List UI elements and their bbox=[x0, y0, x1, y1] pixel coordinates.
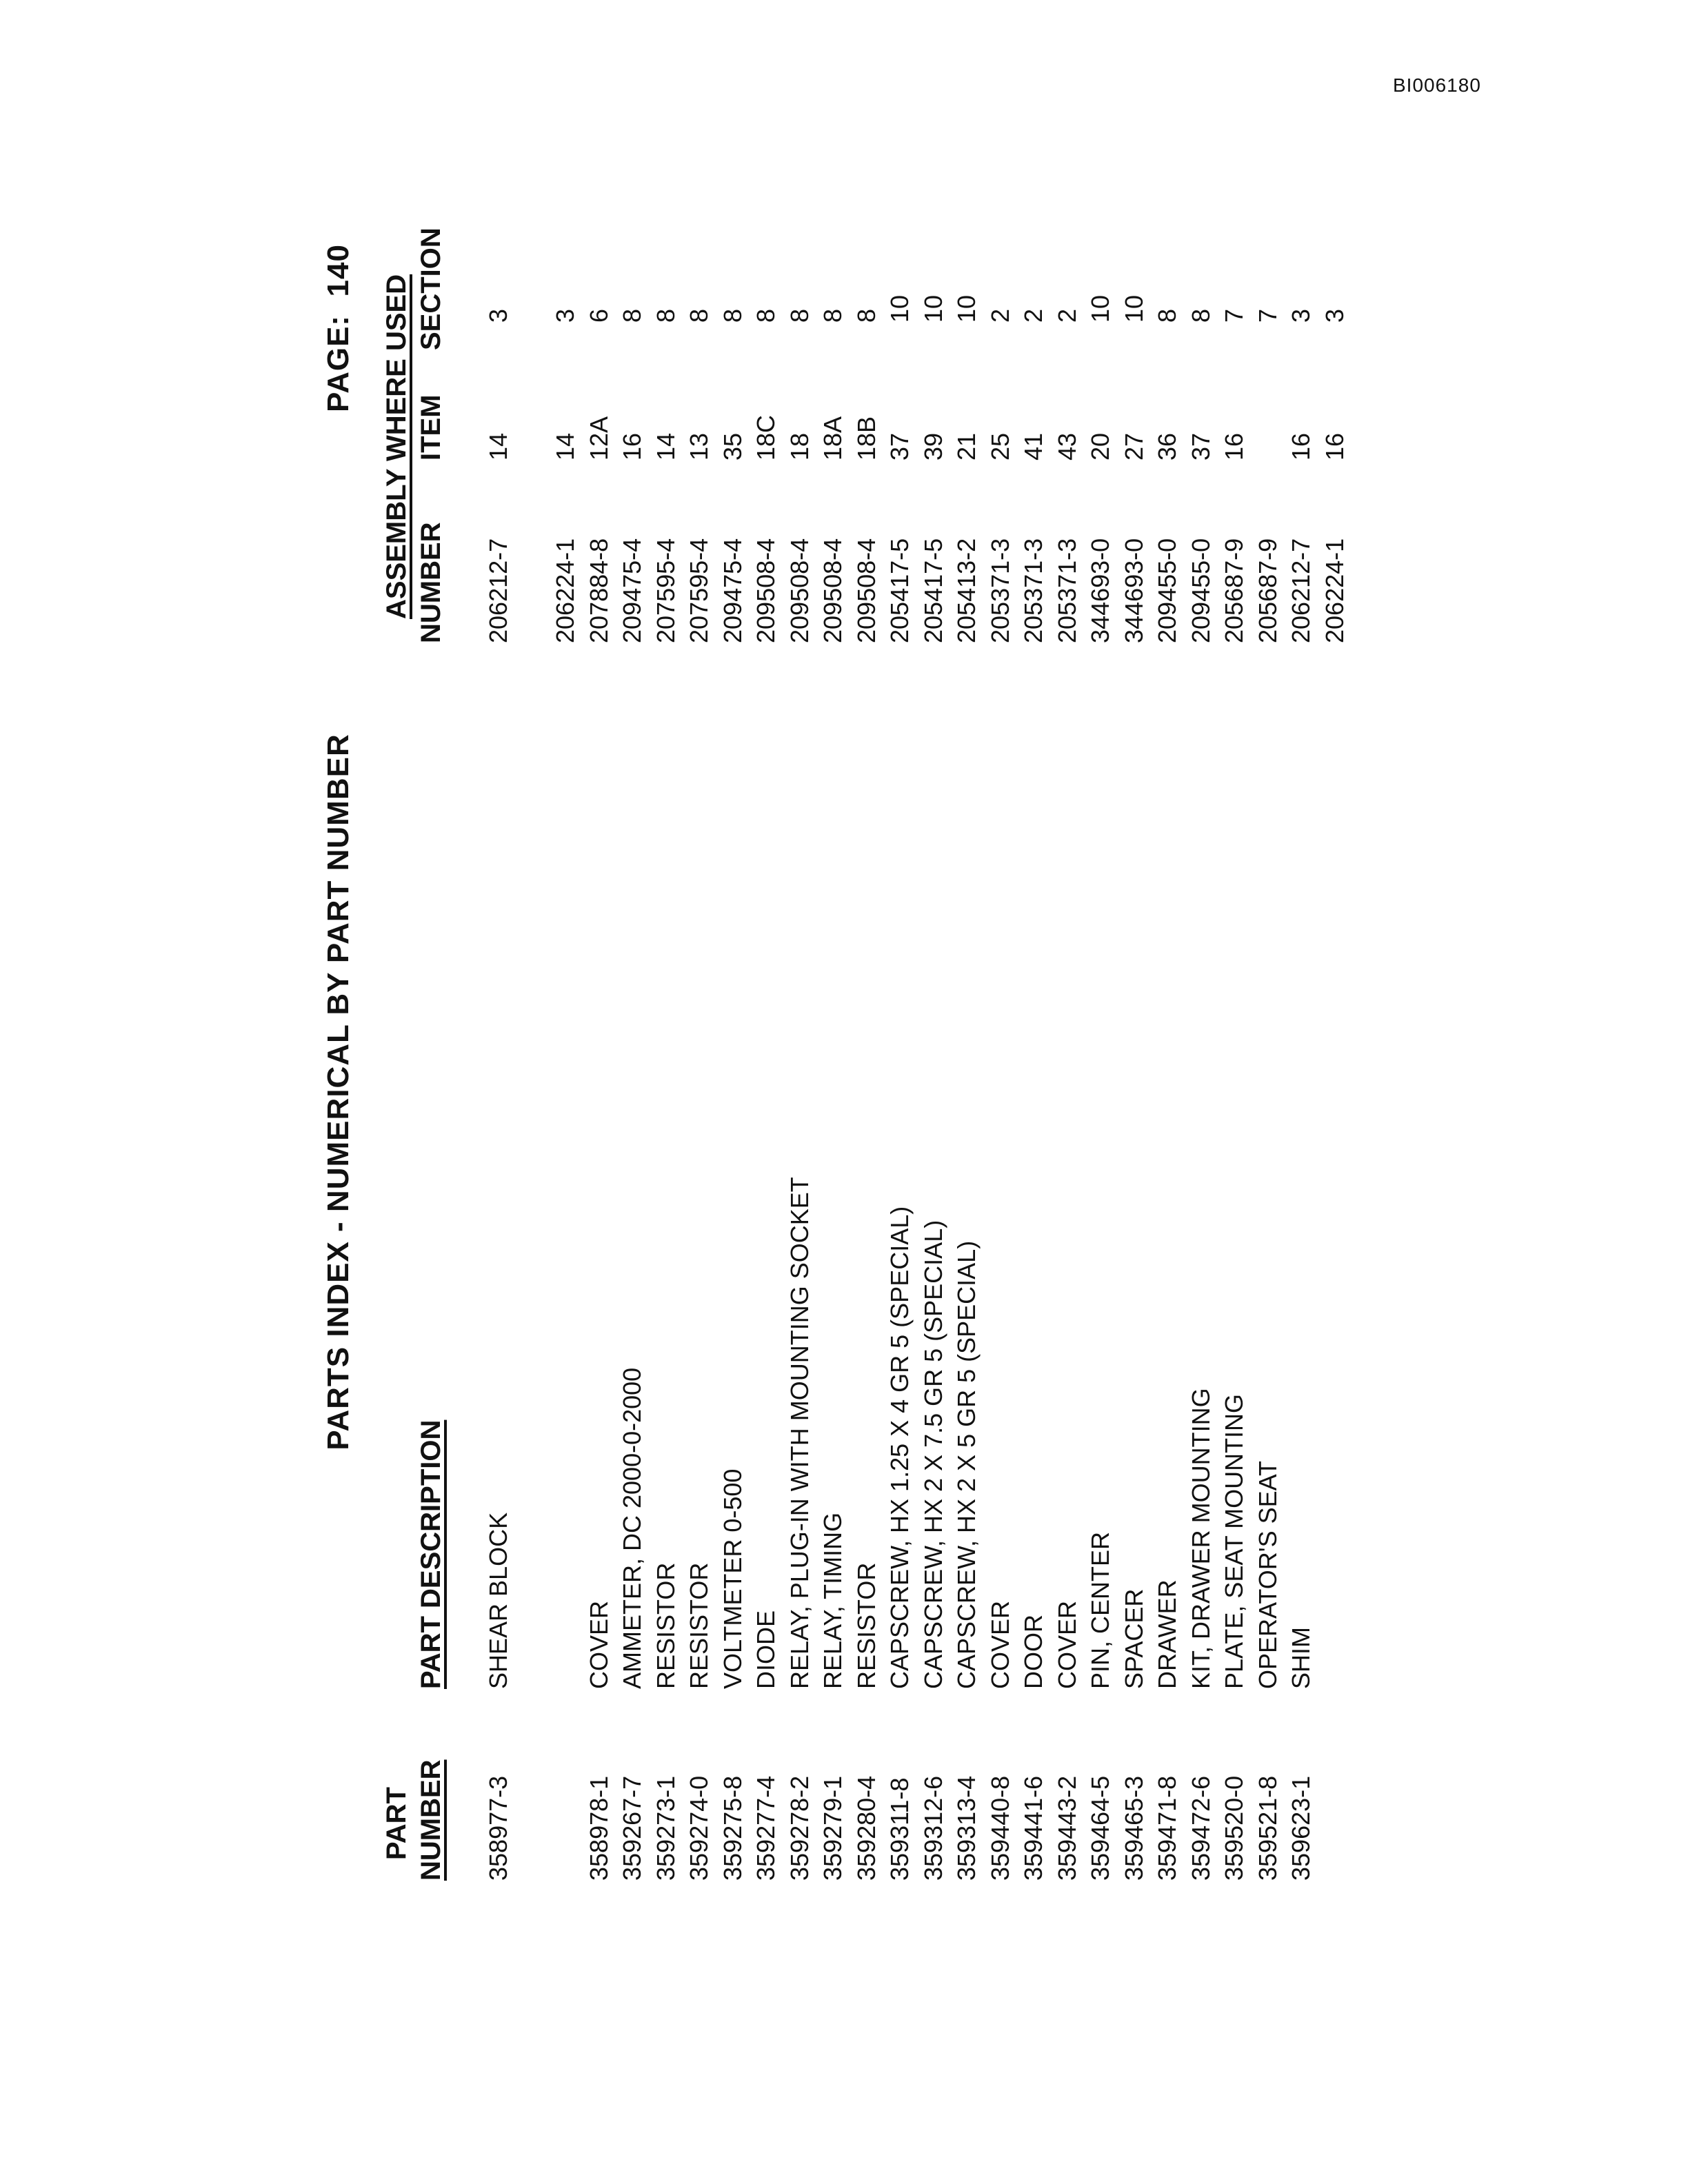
header-assembly-where-used: ASSEMBLY WHERE USED bbox=[381, 274, 412, 619]
part-number: 359280-4 bbox=[852, 1775, 881, 1881]
header-part-description: PART DESCRIPTION bbox=[416, 1419, 446, 1689]
assembly-number: 205413-2 bbox=[952, 538, 981, 643]
assembly-section: 2 bbox=[985, 308, 1014, 323]
assembly-item: 18C bbox=[752, 414, 780, 461]
assembly-item: 35 bbox=[718, 432, 747, 461]
assembly-section: 10 bbox=[1119, 294, 1148, 323]
part-description: RESISTOR bbox=[651, 1562, 680, 1689]
assembly-number: 344693-0 bbox=[1086, 538, 1114, 643]
assembly-section: 10 bbox=[1086, 294, 1114, 323]
assembly-section: 6 bbox=[584, 308, 613, 323]
part-description: DOOR bbox=[1019, 1615, 1047, 1689]
assembly-section: 10 bbox=[918, 294, 947, 323]
assembly-item: 41 bbox=[1019, 432, 1047, 461]
assembly-section: 8 bbox=[852, 308, 881, 323]
assembly-number: 209475-4 bbox=[618, 538, 646, 643]
assembly-number: 206212-7 bbox=[1287, 538, 1315, 643]
part-description: SHIM bbox=[1287, 1627, 1315, 1689]
assembly-section: 10 bbox=[952, 294, 981, 323]
assembly-number: 207595-4 bbox=[685, 538, 713, 643]
assembly-item: 14 bbox=[484, 432, 512, 461]
part-number: 359520-0 bbox=[1220, 1775, 1248, 1881]
assembly-number: 205371-3 bbox=[1019, 538, 1047, 643]
assembly-number: 205371-3 bbox=[1052, 538, 1081, 643]
assembly-item: 27 bbox=[1119, 432, 1148, 461]
assembly-section: 3 bbox=[1320, 308, 1349, 323]
part-description: COVER bbox=[985, 1600, 1014, 1689]
part-description: PLATE, SEAT MOUNTING bbox=[1220, 1393, 1248, 1689]
header-part-number: NUMBER bbox=[416, 1759, 446, 1881]
assembly-section: 8 bbox=[785, 308, 814, 323]
assembly-item: 13 bbox=[685, 432, 713, 461]
part-description: CAPSCREW, HX 1.25 X 4 GR 5 (SPECIAL) bbox=[885, 1206, 914, 1689]
part-description: RELAY, PLUG-IN WITH MOUNTING SOCKET bbox=[785, 1177, 814, 1689]
assembly-section: 10 bbox=[885, 294, 914, 323]
assembly-section: 2 bbox=[1052, 308, 1081, 323]
part-description: AMMETER, DC 2000-0-2000 bbox=[618, 1367, 646, 1689]
part-description: KIT, DRAWER MOUNTING bbox=[1186, 1388, 1215, 1689]
assembly-item: 37 bbox=[885, 432, 914, 461]
assembly-item: 43 bbox=[1052, 432, 1081, 461]
page-title: PARTS INDEX - NUMERICAL BY PART NUMBER bbox=[321, 734, 355, 1450]
assembly-number: 206224-1 bbox=[1320, 538, 1349, 643]
assembly-item: 16 bbox=[1287, 432, 1315, 461]
assembly-section: 8 bbox=[618, 308, 646, 323]
part-description: DIODE bbox=[752, 1610, 780, 1689]
part-number: 359273-1 bbox=[651, 1775, 680, 1881]
assembly-item: 25 bbox=[985, 432, 1014, 461]
assembly-section: 7 bbox=[1253, 308, 1282, 323]
assembly-section: 3 bbox=[484, 308, 512, 323]
assembly-item: 14 bbox=[551, 432, 579, 461]
assembly-item: 12A bbox=[584, 416, 613, 461]
assembly-number: 206224-1 bbox=[551, 538, 579, 643]
part-number: 359623-1 bbox=[1287, 1775, 1315, 1881]
part-number: 359277-4 bbox=[752, 1775, 780, 1881]
part-number: 358978-1 bbox=[584, 1775, 613, 1881]
part-description: RELAY, TIMING bbox=[818, 1512, 847, 1689]
part-number: 359465-3 bbox=[1119, 1775, 1148, 1881]
assembly-section: 8 bbox=[1186, 308, 1215, 323]
assembly-number: 205687-9 bbox=[1253, 538, 1282, 643]
page-number-label bbox=[321, 244, 356, 412]
part-number: 359464-5 bbox=[1086, 1775, 1114, 1881]
part-description: COVER bbox=[1052, 1600, 1081, 1689]
assembly-number: 206212-7 bbox=[484, 538, 512, 643]
assembly-number: 205417-5 bbox=[918, 538, 947, 643]
assembly-item: 18A bbox=[818, 416, 847, 461]
part-number: 359471-8 bbox=[1153, 1775, 1181, 1881]
assembly-section: 8 bbox=[685, 308, 713, 323]
assembly-item: 39 bbox=[918, 432, 947, 461]
part-description: RESISTOR bbox=[852, 1562, 881, 1689]
header-assembly-number: NUMBER bbox=[416, 522, 446, 643]
assembly-item: 36 bbox=[1153, 432, 1181, 461]
part-description: RESISTOR bbox=[685, 1562, 713, 1689]
part-number: 359472-6 bbox=[1186, 1775, 1215, 1881]
part-description: PIN, CENTER bbox=[1086, 1531, 1114, 1689]
part-description: CAPSCREW, HX 2 X 5 GR 5 (SPECIAL) bbox=[952, 1240, 981, 1689]
assembly-number: 209455-0 bbox=[1186, 538, 1215, 643]
part-number: 359279-1 bbox=[818, 1775, 847, 1881]
assembly-item: 37 bbox=[1186, 432, 1215, 461]
assembly-section: 8 bbox=[752, 308, 780, 323]
assembly-number: 207595-4 bbox=[651, 538, 680, 643]
assembly-item: 14 bbox=[651, 432, 680, 461]
assembly-item: 16 bbox=[1320, 432, 1349, 461]
header-assembly-section: SECTION bbox=[416, 228, 446, 350]
assembly-number: 209508-4 bbox=[852, 538, 881, 643]
part-description: CAPSCREW, HX 2 X 7.5 GR 5 (SPECIAL) bbox=[918, 1220, 947, 1689]
assembly-section: 3 bbox=[1287, 308, 1315, 323]
part-number: 358977-3 bbox=[484, 1775, 512, 1881]
assembly-number: 209508-4 bbox=[752, 538, 780, 643]
assembly-number: 344693-0 bbox=[1119, 538, 1148, 643]
assembly-number: 209455-0 bbox=[1153, 538, 1181, 643]
part-description: COVER bbox=[584, 1600, 613, 1689]
part-number: 359313-4 bbox=[952, 1775, 981, 1881]
assembly-number: 205417-5 bbox=[885, 538, 914, 643]
assembly-item: 20 bbox=[1086, 432, 1114, 461]
part-description: DRAWER bbox=[1153, 1579, 1181, 1689]
part-number: 359267-7 bbox=[618, 1775, 646, 1881]
page-number: 140 bbox=[321, 244, 355, 297]
assembly-number: 209508-4 bbox=[818, 538, 847, 643]
part-description: OPERATOR'S SEAT bbox=[1253, 1461, 1282, 1689]
assembly-section: 3 bbox=[551, 308, 579, 323]
header-part: PART bbox=[381, 1787, 412, 1860]
part-number: 359275-8 bbox=[718, 1775, 747, 1881]
assembly-number: 207884-8 bbox=[584, 538, 613, 643]
assembly-item: 18B bbox=[852, 416, 881, 461]
assembly-item: 16 bbox=[618, 432, 646, 461]
part-number: 359274-0 bbox=[685, 1775, 713, 1881]
part-number: 359521-8 bbox=[1253, 1775, 1282, 1881]
assembly-number: 205371-3 bbox=[985, 538, 1014, 643]
part-number: 359311-8 bbox=[885, 1777, 914, 1881]
part-description: SPACER bbox=[1119, 1588, 1148, 1689]
part-description: SHEAR BLOCK bbox=[484, 1512, 512, 1689]
assembly-item: 16 bbox=[1220, 432, 1248, 461]
assembly-item: 21 bbox=[952, 432, 981, 461]
part-number: 359440-8 bbox=[985, 1775, 1014, 1881]
assembly-section: 8 bbox=[1153, 308, 1181, 323]
part-number: 359278-2 bbox=[785, 1775, 814, 1881]
assembly-section: 7 bbox=[1220, 308, 1248, 323]
part-number: 359312-6 bbox=[918, 1775, 947, 1881]
assembly-item: 18 bbox=[785, 432, 814, 461]
header-assembly-item: ITEM bbox=[416, 394, 446, 461]
page-label-text: PAGE: bbox=[321, 314, 355, 412]
assembly-section: 2 bbox=[1019, 308, 1047, 323]
assembly-number: 209475-4 bbox=[718, 538, 747, 643]
part-number: 359441-6 bbox=[1019, 1775, 1047, 1881]
part-number: 359443-2 bbox=[1052, 1775, 1081, 1881]
assembly-section: 8 bbox=[718, 308, 747, 323]
assembly-number: 209508-4 bbox=[785, 538, 814, 643]
document-id: BI006180 bbox=[1393, 74, 1481, 96]
assembly-section: 8 bbox=[651, 308, 680, 323]
assembly-section: 8 bbox=[818, 308, 847, 323]
part-description: VOLTMETER 0-500 bbox=[718, 1468, 747, 1689]
assembly-number: 205687-9 bbox=[1220, 538, 1248, 643]
